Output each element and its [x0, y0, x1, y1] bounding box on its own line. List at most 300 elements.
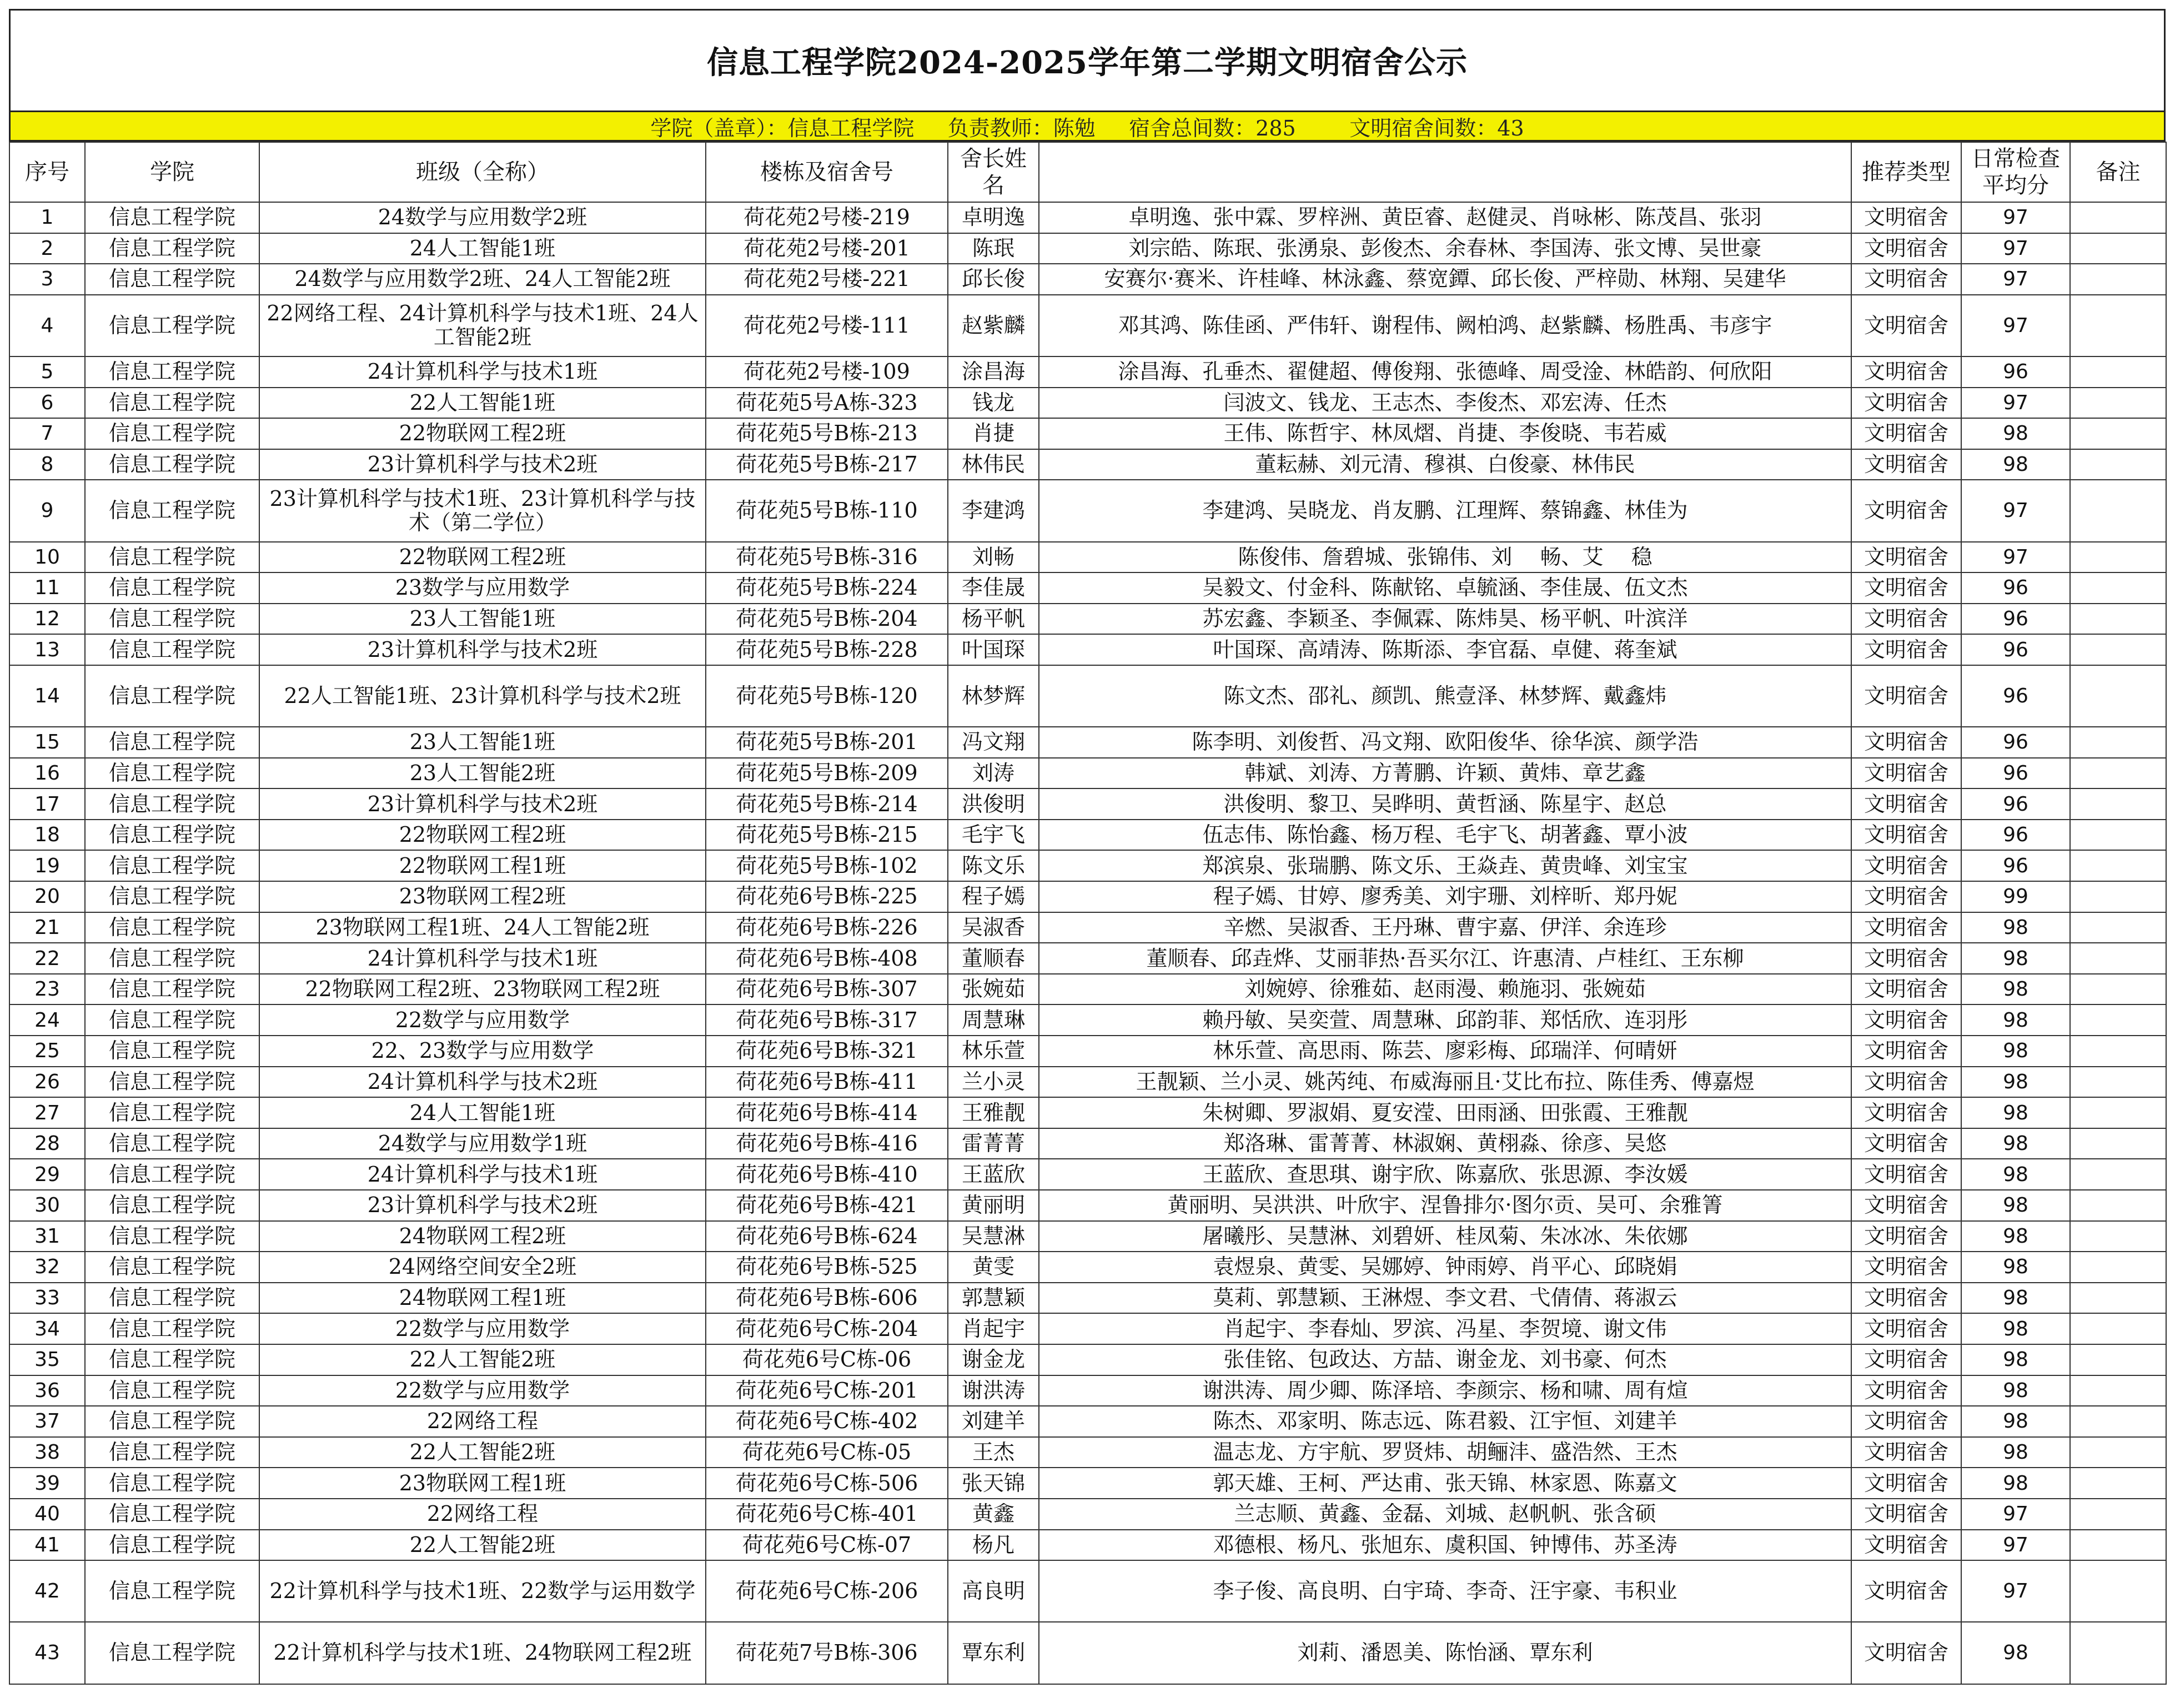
row-college: 信息工程学院 [85, 1560, 259, 1622]
header-seq: 序号 [9, 142, 85, 202]
row-members: 苏宏鑫、李颖圣、李佩霖、陈炜昊、杨平帆、叶滨洋 [1039, 604, 1851, 635]
row-type: 文明宿舍 [1851, 1468, 1961, 1499]
table-row [9, 1499, 2166, 1530]
header-class: 班级（全称） [259, 142, 706, 202]
table-row [9, 1344, 2166, 1375]
table-row [9, 449, 2166, 480]
row-score: 98 [1961, 1128, 2070, 1159]
table-row [9, 788, 2166, 820]
row-dorm: 荷花苑2号楼-109 [706, 356, 948, 388]
row-score: 97 [1961, 480, 2070, 541]
row-type: 文明宿舍 [1851, 1252, 1961, 1283]
row-dorm: 荷花苑6号B栋-408 [706, 943, 948, 974]
row-seq: 13 [9, 634, 85, 665]
row-score: 96 [1961, 634, 2070, 665]
dorm-table [9, 142, 2167, 1685]
row-members: 董顺春、邱垚烨、艾丽菲热·吾买尔江、许惠清、卢桂红、王东柳 [1039, 943, 1851, 974]
row-type: 文明宿舍 [1851, 1437, 1961, 1468]
row-dorm: 荷花苑6号B栋-414 [706, 1097, 948, 1128]
row-leader: 吴慧淋 [948, 1221, 1039, 1252]
table-row [9, 1067, 2166, 1098]
row-score: 96 [1961, 604, 2070, 635]
row-members: 袁煜泉、黄雯、吴娜婷、钟雨婷、肖平心、邱晓娟 [1039, 1252, 1851, 1283]
row-dorm: 荷花苑6号B栋-410 [706, 1159, 948, 1190]
row-members: 洪俊明、黎卫、吴晔明、黄哲涵、陈星宇、赵总 [1039, 788, 1851, 820]
row-type: 文明宿舍 [1851, 264, 1961, 295]
row-leader: 肖起宇 [948, 1313, 1039, 1344]
row-members: 兰志顺、黄鑫、金磊、刘城、赵帆帆、张含硕 [1039, 1499, 1851, 1530]
row-score: 96 [1961, 788, 2070, 820]
row-seq: 11 [9, 572, 85, 604]
row-leader: 赵紫麟 [948, 295, 1039, 356]
row-members: 屠曦彤、吴慧淋、刘碧妍、桂凤菊、朱冰冰、朱依娜 [1039, 1221, 1851, 1252]
row-members: 王蓝欣、查思琪、谢宇欣、陈嘉欣、张思源、李汝媛 [1039, 1159, 1851, 1190]
row-seq: 23 [9, 974, 85, 1005]
row-dorm: 荷花苑6号C栋-206 [706, 1560, 948, 1622]
header-leader: 舍长姓名 [948, 142, 1039, 202]
row-note [2070, 356, 2166, 388]
table-row [9, 634, 2166, 665]
row-members: 刘婉婷、徐雅茹、赵雨漫、赖施羽、张婉茹 [1039, 974, 1851, 1005]
row-dorm: 荷花苑6号B栋-226 [706, 912, 948, 943]
row-seq: 15 [9, 727, 85, 758]
row-score: 96 [1961, 850, 2070, 881]
row-score: 98 [1961, 1344, 2070, 1375]
row-dorm: 荷花苑5号B栋-204 [706, 604, 948, 635]
row-note [2070, 1375, 2166, 1406]
row-note [2070, 1221, 2166, 1252]
row-members: 刘莉、潘恩美、陈怡涵、覃东利 [1039, 1622, 1851, 1684]
row-dorm: 荷花苑6号C栋-204 [706, 1313, 948, 1344]
row-type: 文明宿舍 [1851, 1004, 1961, 1036]
row-leader: 钱龙 [948, 388, 1039, 419]
row-score: 97 [1961, 388, 2070, 419]
row-leader: 林梦辉 [948, 665, 1039, 727]
row-members: 邓德根、杨凡、张旭东、虞积国、钟博伟、苏圣涛 [1039, 1530, 1851, 1561]
row-members: 陈俊伟、詹碧城、张锦伟、刘 畅、艾 稳 [1039, 542, 1851, 573]
row-class: 23计算机科学与技术2班 [259, 1190, 706, 1221]
row-class: 23数学与应用数学 [259, 572, 706, 604]
row-score: 98 [1961, 912, 2070, 943]
row-seq: 36 [9, 1375, 85, 1406]
row-score: 97 [1961, 542, 2070, 573]
row-leader: 陈珉 [948, 233, 1039, 264]
row-members: 陈杰、邓家明、陈志远、陈君毅、江宇恒、刘建羊 [1039, 1406, 1851, 1437]
row-class: 22网络工程、24计算机科学与技术1班、24人工智能2班 [259, 295, 706, 356]
table-row [9, 1283, 2166, 1314]
row-college: 信息工程学院 [85, 1499, 259, 1530]
row-note [2070, 758, 2166, 789]
table-row [9, 572, 2166, 604]
table-row [9, 1530, 2166, 1561]
row-note [2070, 572, 2166, 604]
row-score: 98 [1961, 1159, 2070, 1190]
row-college: 信息工程学院 [85, 1159, 259, 1190]
row-note [2070, 974, 2166, 1005]
row-dorm: 荷花苑5号B栋-217 [706, 449, 948, 480]
row-seq: 19 [9, 850, 85, 881]
row-class: 22物联网工程2班、23物联网工程2班 [259, 974, 706, 1005]
row-leader: 郭慧颖 [948, 1283, 1039, 1314]
row-class: 24网络空间安全2班 [259, 1252, 706, 1283]
row-seq: 10 [9, 542, 85, 573]
row-leader: 张天锦 [948, 1468, 1039, 1499]
row-college: 信息工程学院 [85, 727, 259, 758]
table-row [9, 1313, 2166, 1344]
row-members: 董耘赫、刘元清、穆祺、白俊豪、林伟民 [1039, 449, 1851, 480]
row-dorm: 荷花苑7号B栋-306 [706, 1622, 948, 1684]
row-dorm: 荷花苑6号C栋-05 [706, 1437, 948, 1468]
row-class: 22物联网工程2班 [259, 820, 706, 851]
header-note: 备注 [2070, 142, 2166, 202]
row-members: 李建鸿、吴晓龙、肖友鹏、江理辉、蔡锦鑫、林佳为 [1039, 480, 1851, 541]
row-dorm: 荷花苑5号B栋-120 [706, 665, 948, 727]
row-type: 文明宿舍 [1851, 1406, 1961, 1437]
row-note [2070, 1468, 2166, 1499]
row-score: 98 [1961, 1036, 2070, 1067]
row-class: 24计算机科学与技术1班 [259, 943, 706, 974]
row-score: 98 [1961, 418, 2070, 449]
row-type: 文明宿舍 [1851, 1344, 1961, 1375]
row-college: 信息工程学院 [85, 1252, 259, 1283]
row-members: 韩斌、刘涛、方菁鹏、许颖、黄炜、章艺鑫 [1039, 758, 1851, 789]
row-leader: 吴淑香 [948, 912, 1039, 943]
row-class: 24数学与应用数学1班 [259, 1128, 706, 1159]
row-seq: 3 [9, 264, 85, 295]
row-seq: 21 [9, 912, 85, 943]
row-members: 卓明逸、张中霖、罗梓洲、黄臣睿、赵健灵、肖咏彬、陈茂昌、张羽 [1039, 202, 1851, 233]
row-seq: 30 [9, 1190, 85, 1221]
row-college: 信息工程学院 [85, 449, 259, 480]
table-row [9, 264, 2166, 295]
table-row [9, 295, 2166, 356]
row-seq: 18 [9, 820, 85, 851]
row-score: 96 [1961, 820, 2070, 851]
table-row [9, 388, 2166, 419]
row-dorm: 荷花苑5号B栋-110 [706, 480, 948, 541]
row-members: 吴毅文、付金科、陈献铭、卓毓涵、李佳晟、伍文杰 [1039, 572, 1851, 604]
row-members: 安赛尔·赛米、许桂峰、林泳鑫、蔡宽鐔、邱长俊、严梓勋、林翔、吴建华 [1039, 264, 1851, 295]
row-dorm: 荷花苑6号B栋-624 [706, 1221, 948, 1252]
row-class: 22人工智能1班 [259, 388, 706, 419]
row-score: 98 [1961, 943, 2070, 974]
row-dorm: 荷花苑5号B栋-213 [706, 418, 948, 449]
row-leader: 黄鑫 [948, 1499, 1039, 1530]
row-class: 24人工智能1班 [259, 1097, 706, 1128]
row-college: 信息工程学院 [85, 1004, 259, 1036]
row-type: 文明宿舍 [1851, 1313, 1961, 1344]
row-college: 信息工程学院 [85, 1067, 259, 1098]
row-seq: 32 [9, 1252, 85, 1283]
table-row [9, 1190, 2166, 1221]
row-dorm: 荷花苑5号B栋-215 [706, 820, 948, 851]
row-class: 22人工智能2班 [259, 1437, 706, 1468]
row-leader: 邱长俊 [948, 264, 1039, 295]
row-class: 22数学与应用数学 [259, 1004, 706, 1036]
row-dorm: 荷花苑5号A栋-323 [706, 388, 948, 419]
row-dorm: 荷花苑5号B栋-316 [706, 542, 948, 573]
row-class: 22人工智能2班 [259, 1344, 706, 1375]
row-members: 朱树卿、罗淑娟、夏安滢、田雨涵、田张霞、王雅靓 [1039, 1097, 1851, 1128]
table-row [9, 1159, 2166, 1190]
header-type: 推荐类型 [1851, 142, 1961, 202]
row-college: 信息工程学院 [85, 1344, 259, 1375]
row-class: 23计算机科学与技术2班 [259, 788, 706, 820]
row-note [2070, 1252, 2166, 1283]
row-members: 涂昌海、孔垂杰、翟健超、傅俊翔、张德峰、周受淦、林皓韵、何欣阳 [1039, 356, 1851, 388]
row-seq: 34 [9, 1313, 85, 1344]
row-note [2070, 1622, 2166, 1684]
row-note [2070, 1344, 2166, 1375]
row-type: 文明宿舍 [1851, 788, 1961, 820]
row-leader: 覃东利 [948, 1622, 1039, 1684]
row-class: 22人工智能1班、23计算机科学与技术2班 [259, 665, 706, 727]
row-class: 22数学与应用数学 [259, 1375, 706, 1406]
table-row [9, 850, 2166, 881]
row-class: 22网络工程 [259, 1499, 706, 1530]
row-college: 信息工程学院 [85, 295, 259, 356]
row-college: 信息工程学院 [85, 1283, 259, 1314]
row-note [2070, 449, 2166, 480]
row-class: 23计算机科学与技术1班、23计算机科学与技术（第二学位） [259, 480, 706, 541]
row-note [2070, 418, 2166, 449]
row-type: 文明宿舍 [1851, 1375, 1961, 1406]
row-type: 文明宿舍 [1851, 881, 1961, 912]
row-seq: 20 [9, 881, 85, 912]
row-type: 文明宿舍 [1851, 542, 1961, 573]
row-score: 98 [1961, 1375, 2070, 1406]
row-leader: 高良明 [948, 1560, 1039, 1622]
table-row [9, 1036, 2166, 1067]
row-dorm: 荷花苑6号B栋-421 [706, 1190, 948, 1221]
row-leader: 毛宇飞 [948, 820, 1039, 851]
row-members: 叶国琛、高靖涛、陈斯添、李官磊、卓健、蒋奎斌 [1039, 634, 1851, 665]
row-seq: 6 [9, 388, 85, 419]
table-row [9, 758, 2166, 789]
row-members: 程子嫣、甘婷、廖秀美、刘宇珊、刘梓昕、郑丹妮 [1039, 881, 1851, 912]
row-seq: 39 [9, 1468, 85, 1499]
row-score: 96 [1961, 356, 2070, 388]
row-leader: 叶国琛 [948, 634, 1039, 665]
table-row [9, 881, 2166, 912]
row-leader: 刘建羊 [948, 1406, 1039, 1437]
row-seq: 14 [9, 665, 85, 727]
row-type: 文明宿舍 [1851, 1097, 1961, 1128]
row-dorm: 荷花苑5号B栋-224 [706, 572, 948, 604]
row-class: 23物联网工程2班 [259, 881, 706, 912]
row-college: 信息工程学院 [85, 881, 259, 912]
row-leader: 杨凡 [948, 1530, 1039, 1561]
row-type: 文明宿舍 [1851, 1499, 1961, 1530]
row-dorm: 荷花苑6号B栋-416 [706, 1128, 948, 1159]
row-seq: 16 [9, 758, 85, 789]
row-class: 23计算机科学与技术2班 [259, 449, 706, 480]
row-type: 文明宿舍 [1851, 1530, 1961, 1561]
row-members: 谢洪涛、周少卿、陈泽培、李颜宗、杨和啸、周有煊 [1039, 1375, 1851, 1406]
row-note [2070, 1499, 2166, 1530]
table-row [9, 1128, 2166, 1159]
row-class: 24计算机科学与技术1班 [259, 1159, 706, 1190]
row-note [2070, 542, 2166, 573]
row-note [2070, 1530, 2166, 1561]
row-score: 97 [1961, 1499, 2070, 1530]
row-dorm: 荷花苑5号B栋-214 [706, 788, 948, 820]
table-body [9, 202, 2166, 1684]
college-stamp-label: 学院（盖章）：信息工程学院 [650, 115, 915, 140]
total-dorms-label: 宿舍总间数：285 [1129, 115, 1296, 140]
table-row [9, 542, 2166, 573]
row-members: 张佳铭、包政达、方喆、谢金龙、刘书豪、何杰 [1039, 1344, 1851, 1375]
row-note [2070, 912, 2166, 943]
row-type: 文明宿舍 [1851, 820, 1961, 851]
row-class: 22网络工程 [259, 1406, 706, 1437]
row-score: 97 [1961, 295, 2070, 356]
row-class: 24人工智能1班 [259, 233, 706, 264]
row-leader: 黄雯 [948, 1252, 1039, 1283]
row-leader: 董顺春 [948, 943, 1039, 974]
header-members [1039, 142, 1851, 202]
table-row [9, 1097, 2166, 1128]
row-members: 莫莉、郭慧颖、王淋煜、李文君、弋倩倩、蒋淑云 [1039, 1283, 1851, 1314]
row-leader: 谢洪涛 [948, 1375, 1039, 1406]
row-members: 黄丽明、吴洪洪、叶欣宇、涅鲁排尔·图尔贡、吴可、余雅箐 [1039, 1190, 1851, 1221]
row-score: 96 [1961, 572, 2070, 604]
row-score: 98 [1961, 1004, 2070, 1036]
row-seq: 4 [9, 295, 85, 356]
row-score: 97 [1961, 1530, 2070, 1561]
row-type: 文明宿舍 [1851, 1622, 1961, 1684]
page-title: 信息工程学院2024-2025学年第二学期文明宿舍公示 [9, 9, 2166, 110]
table-row [9, 1221, 2166, 1252]
row-type: 文明宿舍 [1851, 295, 1961, 356]
row-college: 信息工程学院 [85, 418, 259, 449]
row-type: 文明宿舍 [1851, 572, 1961, 604]
row-class: 22人工智能2班 [259, 1530, 706, 1561]
row-note [2070, 1437, 2166, 1468]
table-row [9, 202, 2166, 233]
row-type: 文明宿舍 [1851, 1283, 1961, 1314]
row-score: 97 [1961, 233, 2070, 264]
row-seq: 42 [9, 1560, 85, 1622]
table-row [9, 418, 2166, 449]
row-note [2070, 788, 2166, 820]
row-dorm: 荷花苑6号C栋-506 [706, 1468, 948, 1499]
row-college: 信息工程学院 [85, 1406, 259, 1437]
row-score: 96 [1961, 727, 2070, 758]
row-leader: 李佳晟 [948, 572, 1039, 604]
row-college: 信息工程学院 [85, 1221, 259, 1252]
table-row [9, 727, 2166, 758]
row-score: 98 [1961, 1252, 2070, 1283]
row-score: 96 [1961, 665, 2070, 727]
row-members: 陈文杰、邵礼、颜凯、熊壹泽、林梦辉、戴鑫炜 [1039, 665, 1851, 727]
row-seq: 40 [9, 1499, 85, 1530]
row-seq: 7 [9, 418, 85, 449]
row-note [2070, 388, 2166, 419]
table-row [9, 974, 2166, 1005]
row-note [2070, 233, 2166, 264]
row-college: 信息工程学院 [85, 1622, 259, 1684]
row-leader: 涂昌海 [948, 356, 1039, 388]
row-type: 文明宿舍 [1851, 850, 1961, 881]
row-class: 22物联网工程2班 [259, 418, 706, 449]
table-row [9, 1406, 2166, 1437]
table-row [9, 1252, 2166, 1283]
row-dorm: 荷花苑2号楼-221 [706, 264, 948, 295]
row-note [2070, 1004, 2166, 1036]
row-note [2070, 1560, 2166, 1622]
row-college: 信息工程学院 [85, 634, 259, 665]
row-class: 24计算机科学与技术1班 [259, 356, 706, 388]
row-score: 97 [1961, 264, 2070, 295]
row-type: 文明宿舍 [1851, 1128, 1961, 1159]
row-class: 23计算机科学与技术2班 [259, 634, 706, 665]
row-type: 文明宿舍 [1851, 449, 1961, 480]
row-leader: 刘涛 [948, 758, 1039, 789]
row-college: 信息工程学院 [85, 758, 259, 789]
header-college: 学院 [85, 142, 259, 202]
row-note [2070, 665, 2166, 727]
row-leader: 王雅靓 [948, 1097, 1039, 1128]
row-seq: 25 [9, 1036, 85, 1067]
row-college: 信息工程学院 [85, 665, 259, 727]
row-type: 文明宿舍 [1851, 1067, 1961, 1098]
row-type: 文明宿舍 [1851, 480, 1961, 541]
row-college: 信息工程学院 [85, 264, 259, 295]
row-college: 信息工程学院 [85, 943, 259, 974]
row-score: 98 [1961, 1437, 2070, 1468]
row-note [2070, 202, 2166, 233]
table-row [9, 1468, 2166, 1499]
row-members: 郑滨泉、张瑞鹏、陈文乐、王焱垚、黄贵峰、刘宝宝 [1039, 850, 1851, 881]
row-dorm: 荷花苑6号B栋-307 [706, 974, 948, 1005]
row-leader: 李建鸿 [948, 480, 1039, 541]
row-note [2070, 1097, 2166, 1128]
row-note [2070, 881, 2166, 912]
row-college: 信息工程学院 [85, 1375, 259, 1406]
row-members: 肖起宇、李春灿、罗滨、冯星、李贺境、谢文伟 [1039, 1313, 1851, 1344]
row-leader: 王蓝欣 [948, 1159, 1039, 1190]
row-score: 98 [1961, 449, 2070, 480]
row-college: 信息工程学院 [85, 850, 259, 881]
row-type: 文明宿舍 [1851, 388, 1961, 419]
row-members: 辛燃、吴淑香、王丹琳、曹宇嘉、伊洋、余连珍 [1039, 912, 1851, 943]
row-seq: 28 [9, 1128, 85, 1159]
table-row [9, 1437, 2166, 1468]
row-dorm: 荷花苑6号B栋-411 [706, 1067, 948, 1098]
row-note [2070, 634, 2166, 665]
row-dorm: 荷花苑5号B栋-201 [706, 727, 948, 758]
row-dorm: 荷花苑6号B栋-225 [706, 881, 948, 912]
row-score: 98 [1961, 1097, 2070, 1128]
row-type: 文明宿舍 [1851, 943, 1961, 974]
row-seq: 43 [9, 1622, 85, 1684]
row-type: 文明宿舍 [1851, 1190, 1961, 1221]
row-score: 98 [1961, 1190, 2070, 1221]
row-seq: 24 [9, 1004, 85, 1036]
row-leader: 刘畅 [948, 542, 1039, 573]
row-score: 98 [1961, 1283, 2070, 1314]
row-class: 22、23数学与应用数学 [259, 1036, 706, 1067]
row-score: 98 [1961, 1221, 2070, 1252]
table-row [9, 233, 2166, 264]
row-seq: 35 [9, 1344, 85, 1375]
row-type: 文明宿舍 [1851, 604, 1961, 635]
row-seq: 38 [9, 1437, 85, 1468]
row-type: 文明宿舍 [1851, 202, 1961, 233]
row-dorm: 荷花苑6号C栋-07 [706, 1530, 948, 1561]
row-members: 王靓颖、兰小灵、姚芮纯、布威海丽且·艾比布拉、陈佳秀、傅嘉煜 [1039, 1067, 1851, 1098]
